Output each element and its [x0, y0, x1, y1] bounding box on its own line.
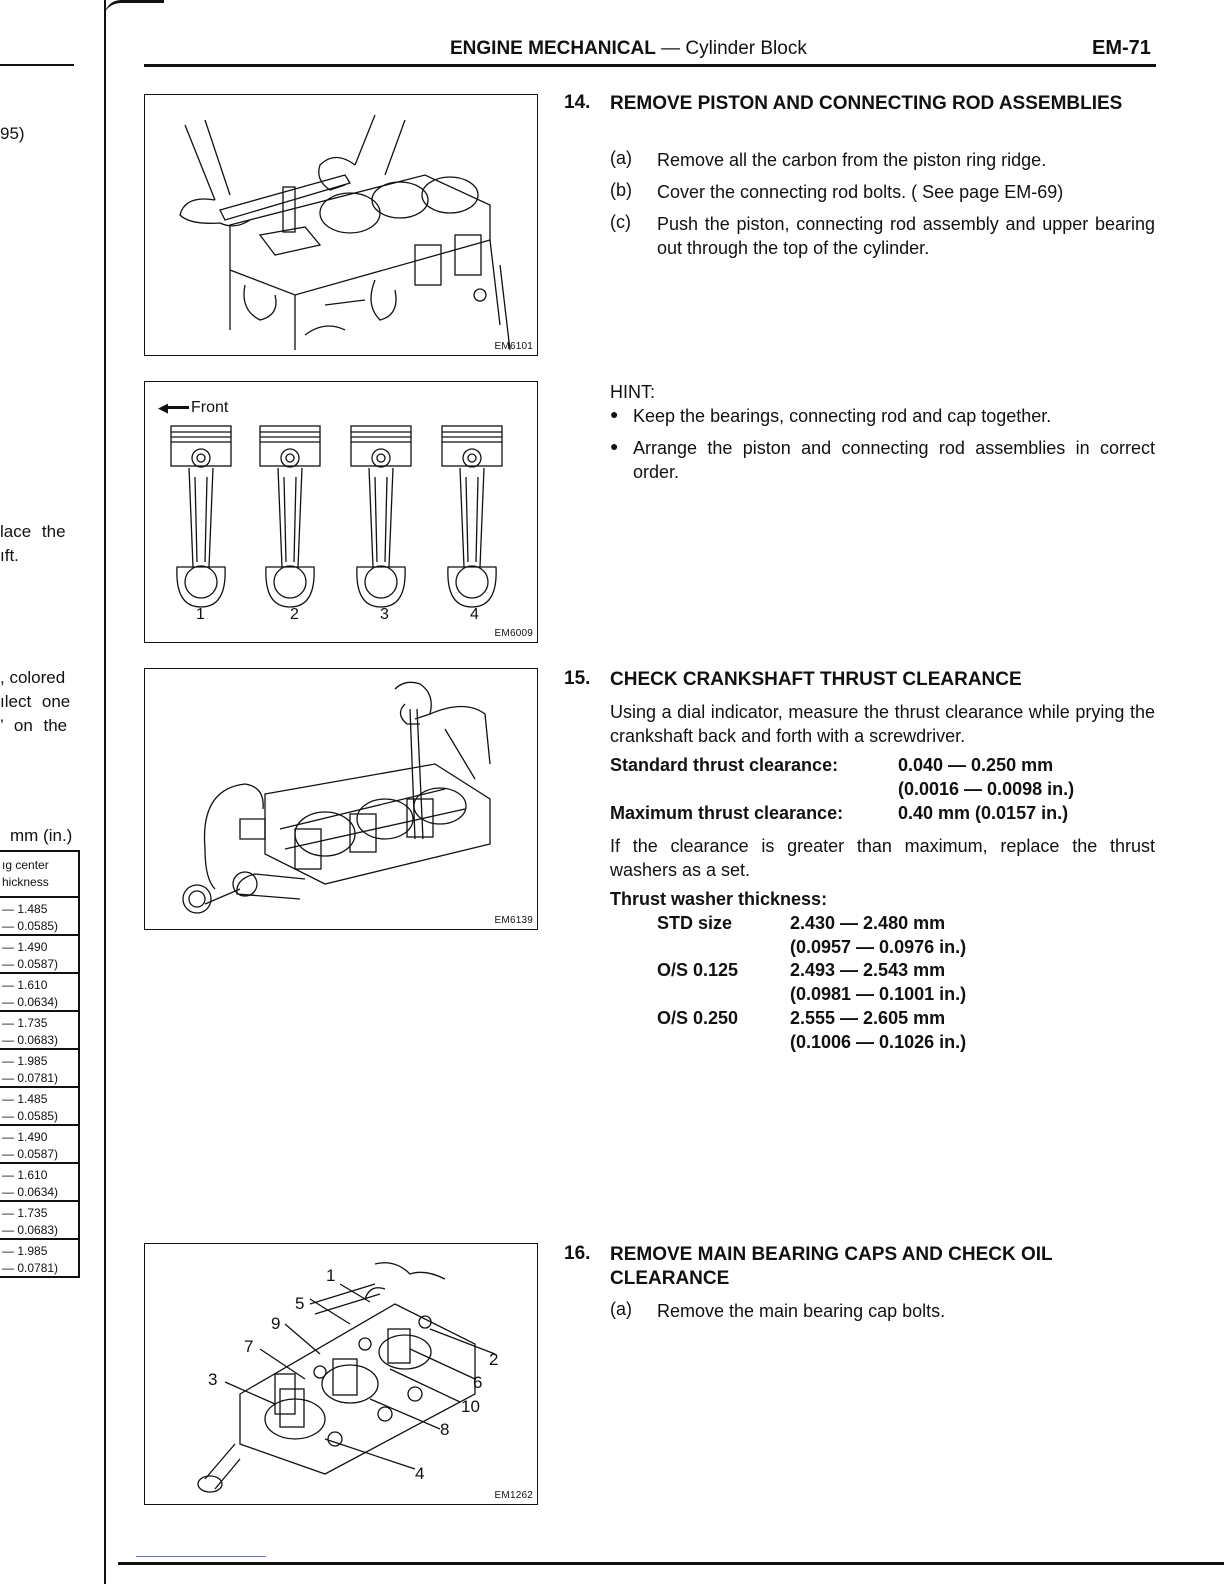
table-row [0, 1164, 78, 1202]
table-cell: — 0.0683) [2, 1223, 59, 1237]
dial-indicator-illustration [145, 669, 537, 929]
left-page-units: mm (in.) [10, 826, 73, 845]
piston-rods-illustration [145, 382, 537, 622]
front-indicator: ◀ Front [158, 399, 229, 416]
item-label: (a) [610, 148, 632, 168]
left-page-sliver [0, 0, 118, 1584]
figure-remove-piston [144, 94, 538, 356]
item-text: Cover the connecting rod bolts. ( See page EM-69) [657, 182, 1064, 202]
table-row [0, 1240, 78, 1278]
rod-number: 4 [470, 606, 479, 623]
table-cell: — 0.0634) [2, 995, 59, 1009]
callout-label: 1 [326, 1266, 336, 1285]
book-binding-curve [104, 0, 164, 17]
table-row [0, 1088, 78, 1126]
step-title: REMOVE MAIN BEARING CAPS AND CHECK OIL CLEARANCE [610, 1244, 1053, 1289]
left-page-line: ılect one [0, 692, 71, 711]
washer-mm: 2.555 — 2.605 mm [790, 1008, 946, 1028]
figure-code: EM1262 [494, 1490, 533, 1501]
table-cell: — 0.0781) [2, 1261, 59, 1275]
step-intro: Using a dial indicator, measure the thrust clearance while prying the crankshaft back and forth with a screwdriver. [610, 702, 1155, 746]
header-section: ENGINE MECHANICAL [450, 38, 656, 59]
left-page-line: 95) [0, 124, 25, 143]
engine-block-illustration [145, 95, 537, 355]
spec-label: Thrust washer thickness: [610, 889, 828, 909]
washer-size: STD size [657, 913, 733, 933]
washer-size: O/S 0.250 [657, 1008, 739, 1028]
table-cell: — 0.0634) [2, 1185, 59, 1199]
washer-mm: 2.493 — 2.543 mm [790, 960, 946, 980]
step-title: CHECK CRANKSHAFT THRUST CLEARANCE [610, 669, 1022, 690]
callout-label: 4 [415, 1464, 425, 1483]
table-cell: — 1.610 [2, 1168, 48, 1182]
step-note: If the clearance is greater than maximum, replace the thrust washers as a set. [610, 836, 1155, 880]
washer-in: (0.1006 — 0.1026 in.) [790, 1032, 967, 1052]
item-text: Remove the main bearing cap bolts. [657, 1301, 946, 1321]
left-page-line: lace the [0, 522, 66, 541]
bullet-icon: ● [610, 438, 619, 454]
figure-thrust-clearance [144, 668, 538, 930]
table-row [0, 1202, 78, 1240]
piston-rod-1 [171, 426, 231, 607]
callout-label: 6 [473, 1373, 483, 1392]
spec-value: 0.40 mm (0.0157 in.) [898, 803, 1069, 823]
table-row [0, 1050, 78, 1088]
header-rule [144, 64, 1156, 67]
step-number: 15. [564, 668, 591, 689]
table-cell: — 1.735 [2, 1206, 48, 1220]
figure-code: EM6139 [494, 915, 533, 926]
bullet-icon: ● [610, 406, 619, 422]
front-label: Front [191, 399, 229, 416]
rod-number: 2 [290, 606, 299, 623]
callout-label: 9 [271, 1314, 281, 1333]
step-title: REMOVE PISTON AND CONNECTING ROD ASSEMBLIES [610, 93, 1123, 114]
rod-number: 1 [196, 606, 205, 623]
piston-rod-2 [260, 426, 320, 607]
page-header-title [450, 38, 807, 60]
item-text: Remove all the carbon from the piston ring ridge. [657, 150, 1047, 170]
item-text: Push the piston, connecting rod assembly and upper bearing out through the top of the cylinder. [657, 214, 1155, 258]
hint-label: HINT: [610, 382, 655, 402]
left-page-table [0, 850, 80, 1278]
page-number: EM-71 [1092, 37, 1151, 59]
piston-rod-4 [442, 426, 502, 607]
left-page-line: ıft. [0, 546, 19, 565]
washer-size: O/S 0.125 [657, 960, 739, 980]
table-row [0, 936, 78, 974]
table-cell: — 1.485 [2, 902, 48, 916]
figure-rod-order [144, 381, 538, 643]
page-bottom-stub [136, 1556, 266, 1557]
figure-code: EM6101 [494, 341, 533, 352]
table-row [0, 974, 78, 1012]
hint-text: Keep the bearings, connecting rod and cap together. [633, 406, 1052, 426]
table-row [0, 1012, 78, 1050]
table-cell: — 0.0587) [2, 1147, 59, 1161]
book-binding-edge [104, 0, 106, 1584]
washer-in: (0.0981 — 0.1001 in.) [790, 984, 967, 1004]
hint-text: Arrange the piston and connecting rod assemblies in correct order. [633, 438, 1155, 482]
figure-code: EM6009 [494, 628, 533, 639]
callout-label: 10 [461, 1397, 480, 1416]
left-page-line: , colored [0, 668, 66, 687]
table-cell: — 1.735 [2, 1016, 48, 1030]
table-cell: — 1.490 [2, 940, 48, 954]
table-header-line: ıg center [2, 858, 49, 872]
step-number: 16. [564, 1243, 591, 1264]
piston-rod-3 [351, 426, 411, 607]
table-cell: — 1.485 [2, 1092, 48, 1106]
figure-main-bearing-caps [144, 1243, 538, 1505]
item-label: (b) [610, 180, 632, 200]
table-header-line: hickness [2, 875, 49, 889]
spec-value: (0.0016 — 0.0098 in.) [898, 779, 1075, 799]
left-page-header-rule [0, 64, 74, 66]
table-cell: — 1.610 [2, 978, 48, 992]
table-cell: — 1.985 [2, 1244, 48, 1258]
table-cell: — 0.0587) [2, 957, 59, 971]
callout-label: 8 [440, 1420, 450, 1439]
item-label: (a) [610, 1299, 632, 1319]
table-row [0, 1126, 78, 1164]
table-cell: — 1.490 [2, 1130, 48, 1144]
page-bottom-edge [118, 1562, 1224, 1565]
table-cell: — 1.985 [2, 1054, 48, 1068]
table-row [0, 898, 78, 936]
callout-label: 5 [295, 1294, 305, 1313]
spec-value: 0.040 — 0.250 mm [898, 755, 1054, 775]
header-subsection: — Cylinder Block [661, 38, 807, 59]
callout-label: 3 [208, 1370, 218, 1389]
washer-mm: 2.430 — 2.480 mm [790, 913, 946, 933]
table-cell: — 0.0585) [2, 919, 59, 933]
item-label: (c) [610, 212, 631, 232]
table-cell: — 0.0781) [2, 1071, 59, 1085]
callout-label: 2 [489, 1350, 499, 1369]
washer-in: (0.0957 — 0.0976 in.) [790, 937, 967, 957]
left-page-line: ’ on the [0, 716, 68, 735]
table-cell: — 0.0683) [2, 1033, 59, 1047]
table-header [0, 852, 78, 898]
step-number: 14. [564, 92, 591, 113]
table-cell: — 0.0585) [2, 1109, 59, 1123]
callout-label: 7 [244, 1337, 254, 1356]
rod-number: 3 [380, 606, 389, 623]
spec-label: Maximum thrust clearance: [610, 803, 844, 823]
spec-label: Standard thrust clearance: [610, 755, 839, 775]
